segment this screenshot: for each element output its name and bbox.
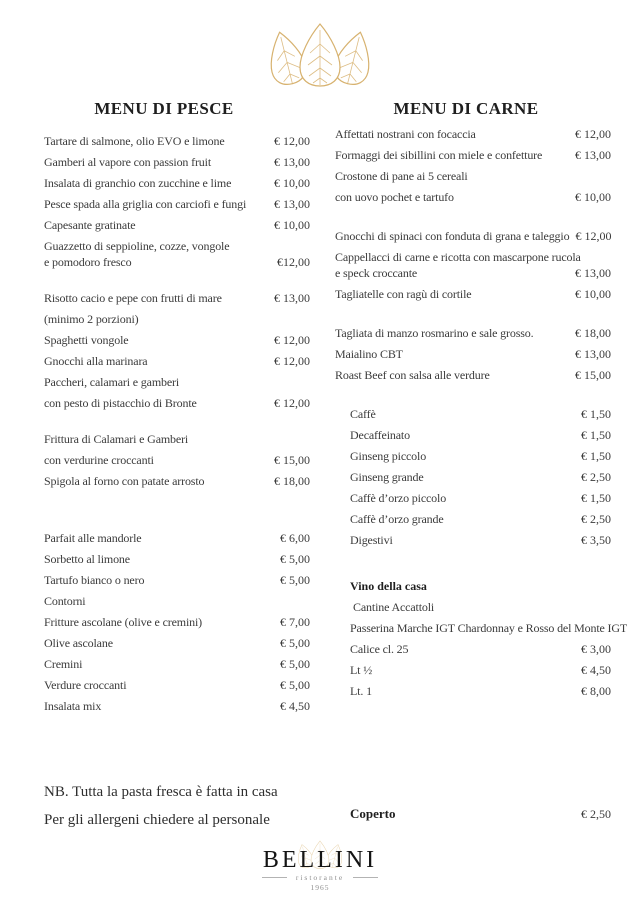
- brand-subtitle: ristorante: [295, 873, 345, 882]
- menu-section: [335, 226, 611, 305]
- dish-price: € 12,00: [575, 127, 611, 141]
- menu-item-row: [44, 675, 310, 696]
- menu-item-row: [335, 365, 611, 386]
- fish-menu-title: MENU DI PESCE: [94, 99, 234, 118]
- menu-item-row: [350, 404, 611, 425]
- menu-item-row: [44, 633, 310, 654]
- dish-price: € 7,00: [280, 615, 310, 629]
- dish-price: € 5,00: [280, 636, 310, 650]
- lotus-flower-icon: [255, 22, 385, 88]
- menu-item-row: [44, 152, 310, 173]
- coperto-row: [350, 803, 611, 824]
- menu-item-row: [335, 124, 611, 145]
- note-line: NB. Tutta la pasta fresca è fatta in casa: [44, 784, 278, 800]
- dish-name: Guazzetto di seppioline, cozze, vongole: [44, 239, 230, 253]
- dish-price: € 8,00: [581, 684, 611, 698]
- menu-item-row: [44, 429, 310, 450]
- coperto-price: € 2,50: [581, 807, 611, 821]
- dish-name: Caffè d’orzo grande: [350, 512, 444, 526]
- dish-name: Cremini: [44, 657, 83, 671]
- dish-name: Verdure croccanti: [44, 678, 127, 692]
- dish-name: Calice cl. 25: [350, 642, 409, 656]
- dish-name: Spaghetti vongole: [44, 333, 129, 347]
- dish-price: € 1,50: [581, 428, 611, 442]
- dish-name: Caffè: [350, 407, 376, 421]
- menu-item-row: [350, 467, 611, 488]
- menu-item-row: [44, 351, 310, 372]
- fish-menu-items: [44, 131, 310, 717]
- menu-item-row: [44, 450, 310, 471]
- dish-name: Tartufo bianco o nero: [44, 573, 145, 587]
- dish-name: Digestivi: [350, 533, 393, 547]
- dish-price: € 13,00: [575, 347, 611, 361]
- dish-price: € 3,00: [581, 642, 611, 656]
- dish-price: € 10,00: [575, 287, 611, 301]
- dish-name: Contorni: [44, 594, 86, 608]
- menu-item-row: [350, 509, 611, 530]
- dish-price: € 12,00: [274, 134, 310, 148]
- dish-name: Paccheri, calamari e gamberi: [44, 375, 180, 389]
- dish-price: € 15,00: [274, 453, 310, 467]
- dish-name: Decaffeinato: [350, 428, 410, 442]
- menu-item-row: [350, 660, 611, 681]
- dish-name: Roast Beef con salsa alle verdure: [335, 368, 490, 382]
- menu-section: [44, 429, 310, 492]
- dish-name: Vino della casa: [350, 579, 427, 593]
- dish-price: € 12,00: [274, 333, 310, 347]
- dish-name: Formaggi dei sibillini con miele e confetture: [335, 148, 543, 162]
- dish-name: con verdurine croccanti: [44, 453, 154, 467]
- dish-name: Passerina Marche IGT Chardonnay e Rosso del Monte IGT: [350, 621, 628, 635]
- brand-subtitle-row: [0, 873, 640, 882]
- menu-item-row: [44, 372, 310, 393]
- dish-name: Lt. 1: [350, 684, 372, 698]
- dish-name: Cappellacci di carne e ricotta con mascarpone rucola: [335, 250, 581, 264]
- menu-item-row: [44, 549, 310, 570]
- dish-price: € 15,00: [575, 368, 611, 382]
- dish-price: € 13,00: [575, 148, 611, 162]
- menu-item-row: [44, 393, 310, 414]
- menu-item-row: [44, 215, 310, 236]
- dish-name: Tartare di salmone, olio EVO e limone: [44, 134, 225, 148]
- menu-item-row: [350, 681, 611, 702]
- dish-name: Olive ascolane: [44, 636, 113, 650]
- menu-item-row: [44, 654, 310, 675]
- menu-item-row: [335, 344, 611, 365]
- dish-name: e pomodoro fresco: [44, 255, 132, 269]
- menu-item-row: [44, 131, 310, 152]
- meat-menu-title: MENU DI CARNE: [393, 99, 539, 118]
- dish-name: con uovo pochet e tartufo: [335, 190, 454, 204]
- dish-name: Gnocchi di spinaci con fonduta di grana e taleggio: [335, 229, 570, 243]
- dish-name: Insalata mix: [44, 699, 102, 713]
- dish-price: € 1,50: [581, 407, 611, 421]
- dish-name: Insalata di granchio con zucchine e lime: [44, 176, 232, 190]
- menu-item-row: [44, 194, 310, 215]
- meat-menu-column: [335, 98, 628, 702]
- menu-item-row: [44, 570, 310, 591]
- dish-name: Tagliatelle con ragù di cortile: [335, 287, 472, 301]
- menu-item-row: [44, 330, 310, 351]
- fish-menu-column: [44, 98, 310, 717]
- dish-price: € 5,00: [280, 657, 310, 671]
- dish-price: € 5,00: [280, 573, 310, 587]
- note-line: Per gli allergeni chiedere al personale: [44, 812, 270, 828]
- dish-name: Spigola al forno con patate arrosto: [44, 474, 205, 488]
- dish-price: € 5,00: [280, 552, 310, 566]
- dish-name: Caffè d’orzo piccolo: [350, 491, 447, 505]
- dish-price: € 12,00: [274, 396, 310, 410]
- right-rule: [353, 877, 378, 878]
- dish-name: Fritture ascolane (olive e cremini): [44, 615, 203, 629]
- dish-price: € 10,00: [274, 176, 310, 190]
- dish-name: Ginseng piccolo: [350, 449, 427, 463]
- brand-name: BELLINI: [262, 847, 378, 873]
- dish-name: Gamberi al vapore con passion fruit: [44, 155, 212, 169]
- menu-item-row: [350, 488, 611, 509]
- restaurant-brand: [0, 838, 640, 892]
- menu-item-row: [44, 471, 310, 492]
- dish-name: Ginseng grande: [350, 470, 424, 484]
- dish-name: Cantine Accattoli: [353, 600, 435, 614]
- allergen-note: [44, 778, 278, 834]
- dish-name: Parfait alle mandorle: [44, 531, 142, 545]
- dish-name: e speck croccante: [335, 266, 418, 280]
- left-rule: [262, 877, 287, 878]
- dish-name: Affettati nostrani con focaccia: [335, 127, 476, 141]
- meat-menu-items: [335, 124, 628, 702]
- dish-price: € 5,00: [280, 678, 310, 692]
- dish-name: (minimo 2 porzioni): [44, 312, 139, 326]
- menu-item-row: [335, 187, 611, 208]
- menu-item-row: [350, 639, 611, 660]
- menu-section: [44, 528, 310, 717]
- dish-price: € 13,00: [274, 155, 310, 169]
- menu-item-row: [350, 530, 611, 551]
- menu-item-row: [350, 576, 611, 597]
- menu-item-row: [44, 612, 310, 633]
- menu-item-row: [44, 528, 310, 549]
- dish-name: Sorbetto al limone: [44, 552, 130, 566]
- dish-name: con pesto di pistacchio di Bronte: [44, 396, 197, 410]
- dish-name: Tagliata di manzo rosmarino e sale grosso.: [335, 326, 534, 340]
- dish-price: € 10,00: [575, 190, 611, 204]
- menu-item-row: [335, 284, 611, 305]
- menu-item-row: [350, 618, 628, 639]
- dish-price: € 12,00: [575, 229, 612, 243]
- menu-item-row: [335, 226, 611, 247]
- brand-year: 1965: [310, 883, 330, 892]
- menu-section: [44, 131, 310, 273]
- menu-item-row: [44, 173, 310, 194]
- dish-price: €12,00: [277, 255, 310, 269]
- menu-section: [44, 288, 310, 414]
- dish-name: Lt ½: [350, 663, 373, 677]
- dish-name: Gnocchi alla marinara: [44, 354, 148, 368]
- dish-name: Frittura di Calamari e Gamberi: [44, 432, 189, 446]
- menu-item-row: [350, 597, 611, 618]
- dish-price: € 4,50: [280, 699, 310, 713]
- dish-name: Crostone di pane ai 5 cereali: [335, 169, 468, 183]
- dish-price: € 3,50: [581, 533, 611, 547]
- dish-price: € 6,00: [280, 531, 310, 545]
- dish-price: € 18,00: [274, 474, 310, 488]
- menu-section: [335, 576, 628, 702]
- dish-price: € 13,00: [575, 266, 611, 280]
- dish-price: € 13,00: [274, 197, 310, 211]
- dish-price: € 18,00: [575, 326, 611, 340]
- coperto-label: Coperto: [350, 806, 396, 821]
- menu-section: [335, 323, 611, 386]
- dish-name: Pesce spada alla griglia con carciofi e fungi: [44, 197, 247, 211]
- dish-price: € 12,00: [274, 354, 310, 368]
- dish-price: € 2,50: [581, 470, 611, 484]
- dish-price: € 4,50: [581, 663, 611, 677]
- dish-price: € 2,50: [581, 512, 611, 526]
- dish-price: € 10,00: [274, 218, 310, 232]
- menu-item-row: [350, 446, 611, 467]
- menu-item-row: [335, 145, 611, 166]
- menu-item-row: [44, 591, 310, 612]
- menu-item-row: [44, 288, 310, 309]
- menu-item-row: [335, 166, 611, 187]
- dish-price: € 1,50: [581, 449, 611, 463]
- menu-item-row: [44, 309, 310, 330]
- dish-price: € 13,00: [274, 291, 310, 305]
- menu-item-row: [350, 425, 611, 446]
- dish-price: € 1,50: [581, 491, 611, 505]
- menu-item-row: [335, 323, 611, 344]
- dish-name: Capesante gratinate: [44, 218, 136, 232]
- menu-item-row: [44, 696, 310, 717]
- menu-section: [335, 124, 611, 208]
- dish-name: Maialino CBT: [335, 347, 403, 361]
- dish-name: Risotto cacio e pepe con frutti di mare: [44, 291, 222, 305]
- menu-section: [335, 404, 611, 551]
